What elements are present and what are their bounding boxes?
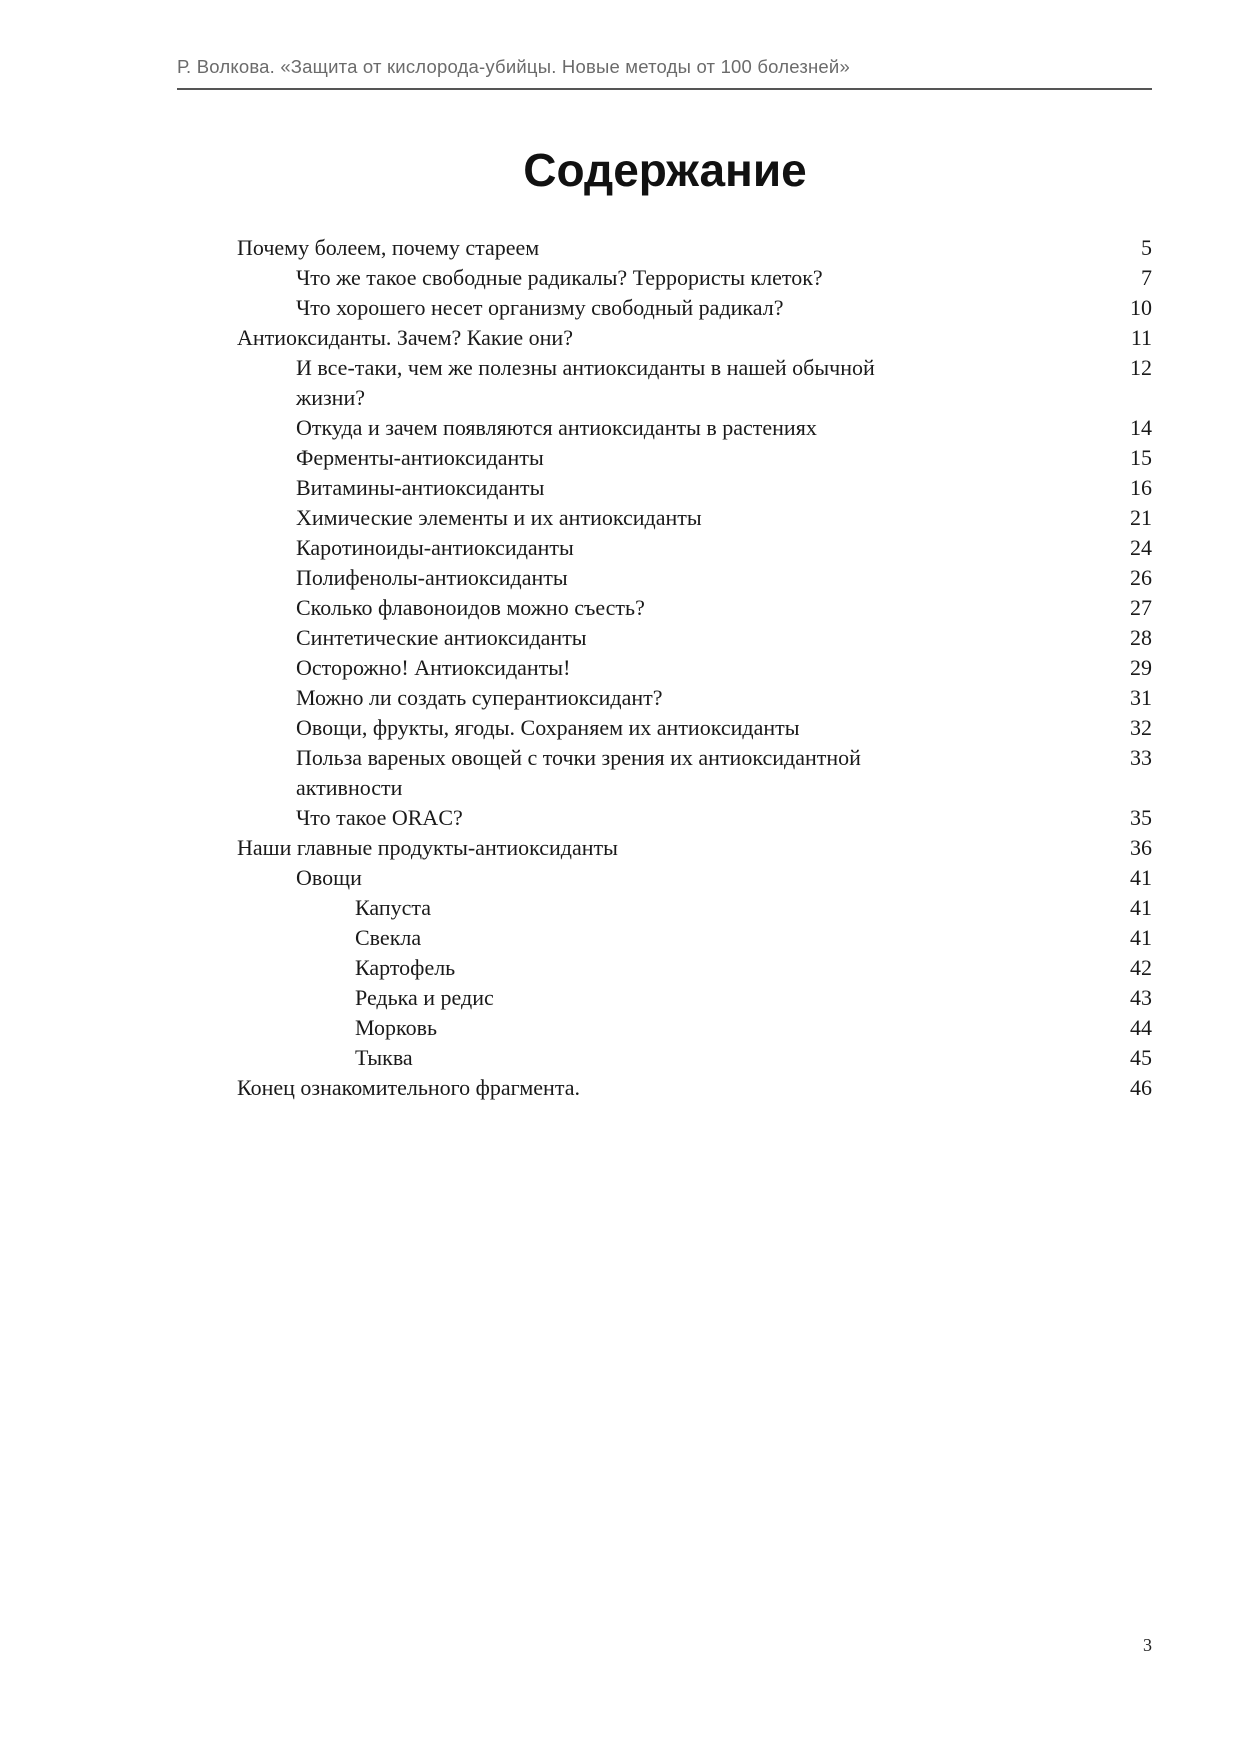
toc-entry-title: Откуда и зачем появляются антиоксиданты в растениях (296, 415, 817, 440)
toc-entry-page: 16 (1130, 475, 1152, 500)
toc-entry-page: 29 (1130, 655, 1152, 680)
toc-entry-title: Синтетические антиоксиданты (296, 625, 587, 650)
toc-entry-title: Химические элементы и их антиоксиданты (296, 505, 702, 530)
toc-entry[interactable] (237, 623, 1152, 653)
toc-entry[interactable] (237, 593, 1152, 623)
toc-entry[interactable] (237, 263, 1152, 293)
toc-entry-title: Ферменты-антиоксиданты (296, 445, 544, 470)
toc-entry-title: Что хорошего несет организму свободный радикал? (296, 295, 784, 320)
toc-entry-page: 44 (1130, 1015, 1152, 1040)
toc-entry[interactable] (237, 233, 1152, 263)
toc-entry-page: 10 (1130, 295, 1152, 320)
toc-entry-page: 27 (1130, 595, 1152, 620)
toc-entry[interactable] (237, 833, 1152, 863)
toc-entry-title: Сколько флавоноидов можно съесть? (296, 595, 645, 620)
toc-entry[interactable] (237, 743, 1152, 803)
toc-entry[interactable] (237, 863, 1152, 893)
toc-entry-page: 28 (1130, 625, 1152, 650)
toc-entry-title: Почему болеем, почему стареем (237, 235, 540, 260)
toc-entry-title: Овощи, фрукты, ягоды. Сохраняем их антиоксиданты (296, 715, 800, 740)
toc-entry[interactable] (237, 683, 1152, 713)
toc-entry-page: 46 (1130, 1075, 1152, 1100)
toc-entry-page: 24 (1130, 535, 1152, 560)
toc-entry-page: 5 (1141, 235, 1152, 260)
toc-entry-title: Овощи (296, 865, 362, 890)
toc-entry-title: Что же такое свободные радикалы? Террористы клеток? (296, 265, 823, 290)
page-title: Содержание (523, 144, 807, 196)
running-header: Р. Волкова. «Защита от кислорода-убийцы. Новые методы от 100 болезней» (177, 56, 850, 77)
toc-entry[interactable] (237, 533, 1152, 563)
toc-entry-page: 26 (1130, 565, 1152, 590)
toc-entry[interactable] (237, 803, 1152, 833)
toc-entry[interactable] (237, 953, 1152, 983)
toc-entry-title: И все-таки, чем же полезны антиоксиданты в нашей обычной жизни? (296, 355, 875, 410)
toc-entry-page: 41 (1130, 895, 1152, 920)
toc-entry-title: Картофель (355, 955, 456, 980)
toc-entry-title: Тыква (355, 1045, 413, 1070)
toc-entry[interactable] (237, 653, 1152, 683)
toc-entry[interactable] (237, 983, 1152, 1013)
toc-entry-title: Наши главные продукты-антиоксиданты (237, 835, 618, 860)
toc-entry-page: 36 (1130, 835, 1152, 860)
toc-entry[interactable] (237, 1043, 1152, 1073)
toc-entry-page: 31 (1130, 685, 1152, 710)
toc-entry[interactable] (237, 1073, 1152, 1103)
toc-entry-title: Морковь (355, 1015, 438, 1040)
toc-entry-page: 43 (1130, 985, 1152, 1010)
toc-entry-title: Каротиноиды-антиоксиданты (296, 535, 574, 560)
toc-entry[interactable] (237, 353, 1152, 413)
toc-entry-page: 32 (1130, 715, 1152, 740)
toc-entry-title: Капуста (355, 895, 432, 920)
toc-entry-page: 41 (1130, 925, 1152, 950)
toc-entry-page: 41 (1130, 865, 1152, 890)
toc-entry-page: 42 (1130, 955, 1152, 980)
toc-entry-title: Редька и редис (355, 985, 494, 1010)
toc-entry[interactable] (237, 443, 1152, 473)
toc-entry-title: Полифенолы-антиоксиданты (296, 565, 568, 590)
toc-entry[interactable] (237, 293, 1152, 323)
toc-entry-page: 11 (1130, 325, 1152, 350)
toc-entry-page: 7 (1141, 265, 1152, 290)
toc-entry-title: Антиоксиданты. Зачем? Какие они? (237, 325, 573, 350)
toc-entry-title: Осторожно! Антиоксиданты! (296, 655, 571, 680)
table-of-contents (237, 233, 1152, 1103)
toc-entry-page: 15 (1130, 445, 1152, 470)
toc-entry[interactable] (237, 563, 1152, 593)
toc-entry[interactable] (237, 713, 1152, 743)
toc-entry-title: Свекла (355, 925, 422, 950)
toc-entry-title: Польза вареных овощей с точки зрения их антиоксидантной активности (296, 745, 861, 800)
toc-entry[interactable] (237, 923, 1152, 953)
toc-entry[interactable] (237, 413, 1152, 443)
toc-entry[interactable] (237, 503, 1152, 533)
toc-entry-title: Конец ознакомительного фрагмента. (237, 1075, 580, 1100)
toc-entry-page: 45 (1130, 1045, 1152, 1070)
header-divider (177, 88, 1152, 90)
toc-entry-page: 35 (1130, 805, 1152, 830)
toc-entry[interactable] (237, 1013, 1152, 1043)
toc-entry[interactable] (237, 323, 1152, 353)
toc-entry-page: 14 (1130, 415, 1152, 440)
toc-entry-title: Можно ли создать суперантиоксидант? (296, 685, 663, 710)
toc-entry-page: 21 (1130, 505, 1152, 530)
toc-entry-page: 33 (1130, 745, 1152, 770)
page-number: 3 (1143, 1635, 1152, 1655)
toc-entry[interactable] (237, 473, 1152, 503)
toc-entry[interactable] (237, 893, 1152, 923)
toc-entry-title: Витамины-антиоксиданты (296, 475, 545, 500)
toc-entry-page: 12 (1130, 355, 1152, 380)
toc-entry-title: Что такое ORAC? (296, 805, 463, 830)
